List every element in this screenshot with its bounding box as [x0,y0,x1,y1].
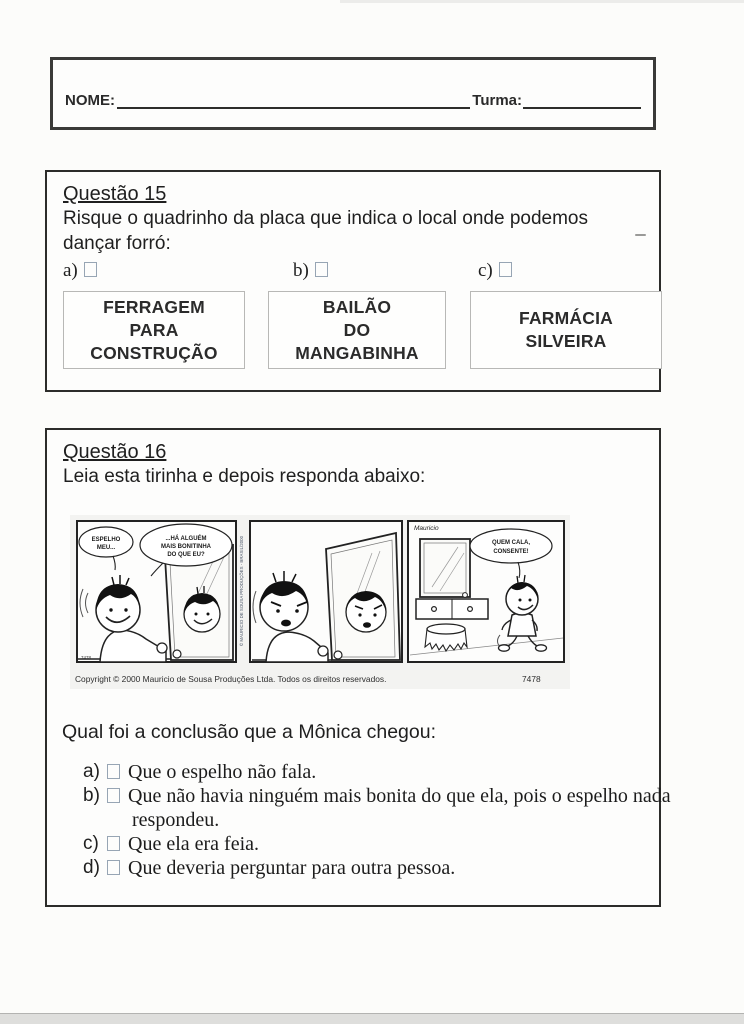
sign-bailao-line2: DO [343,319,371,340]
question-16-options [83,760,671,880]
panel1-code: 7478 [81,655,92,660]
q15-option-a-checkbox-icon[interactable] [84,262,97,277]
question-15-instruction-line2: dançar forró: [63,233,171,254]
q16-option-c-checkbox-icon[interactable] [107,836,120,851]
q16-option-d-text: Que deveria perguntar para outra pessoa. [128,857,456,879]
scan-artifact-top [340,0,744,3]
monica-comic-strip [70,515,570,689]
q15-option-b-letter: b) [293,260,309,281]
q16-option-a [83,760,671,784]
sign-ferragem-line2: PARA [129,319,179,340]
scan-dash-mark [635,234,646,236]
bubble2-line3: DO QUE EU? [167,552,205,558]
sign-farmacia-line2: SILVEIRA [525,331,607,351]
q15-option-c-checkbox-icon[interactable] [499,262,512,277]
q16-option-b-text: Que não havia ninguém mais bonita do que ela, pois o espelho nada [128,785,671,807]
student-header-box [50,57,656,130]
bubble2-line1: ...HÁ ALGUÉM [165,536,207,542]
sign-ferragem[interactable] [63,291,245,369]
q15-option-c [478,260,512,282]
sign-ferragem-line3: CONSTRUÇÃO [90,342,218,363]
q15-option-b-checkbox-icon[interactable] [315,262,328,277]
bubble3-line1: QUEM CALA, [492,540,530,546]
q16-option-b-text-line2: respondeu. [132,809,220,831]
q16-option-c-text: Que ela era feia. [128,833,260,855]
q16-option-a-checkbox-icon[interactable] [107,764,120,779]
q16-option-d-checkbox-icon[interactable] [107,860,120,875]
stool [425,624,467,651]
name-label: NOME: [65,92,115,109]
sign-bailao[interactable] [268,291,446,369]
question-16-prompt: Qual foi a conclusão que a Mônica chegou: [62,721,436,743]
bubble2-line2: MAIS BONITINHA [161,544,211,550]
sign-farmacia[interactable] [470,291,662,369]
bubble1-line2: MEU... [96,545,116,551]
q16-option-b [83,784,671,808]
q16-option-c-letter: c) [83,833,99,854]
name-input-line[interactable] [117,91,470,109]
sign-bailao-line3: MANGABINHA [295,342,419,363]
class-label: Turma: [472,92,522,109]
bubble3-line2: CONSENTE! [493,549,529,555]
q16-option-d [83,856,671,880]
q16-option-a-letter: a) [83,761,100,782]
question-15-box [45,170,661,392]
q16-option-a-text: Que o espelho não fala. [128,761,317,783]
q16-option-b-letter: b) [83,785,100,806]
sign-ferragem-line1: FERRAGEM [103,296,205,317]
bubble1-line1: ESPELHO [91,537,121,543]
comic-panel-1 [77,521,236,662]
question-16-title: Questão 16 [63,441,167,463]
vertical-credit-text: © MAURICIO DE SOUSA PRODUÇÕES - BRASIL/2000 [239,535,244,647]
question-16-instruction: Leia esta tirinha e depois responda abaixo: [63,466,426,487]
comic-svg [70,515,570,689]
q16-option-d-letter: d) [83,857,100,878]
comic-panel-3 [408,521,564,662]
q16-option-b-checkbox-icon[interactable] [107,788,120,803]
sign-farmacia-line1: FARMÁCIA [519,308,613,328]
q16-option-c [83,832,671,856]
comic-panel-2 [250,521,402,662]
scan-artifact-bottom [0,1013,744,1024]
class-input-line[interactable] [523,91,641,109]
q15-option-c-letter: c) [478,260,493,281]
copyright-text: Copyright © 2000 Mauricio de Sousa Produções Ltda. Todos os direitos reservados. [75,674,387,684]
artist-signature: Mauricio [414,525,439,532]
sign-bailao-line1: BAILÃO [322,296,392,317]
q15-option-a-letter: a) [63,260,78,281]
question-16-box [45,428,671,907]
q15-option-a [63,260,97,282]
question-15-title: Questão 15 [63,183,167,205]
question-15-instruction-line1: Risque o quadrinho da placa que indica o local onde podemos [63,208,588,229]
q15-option-b [293,260,328,282]
comic-code: 7478 [522,674,541,684]
